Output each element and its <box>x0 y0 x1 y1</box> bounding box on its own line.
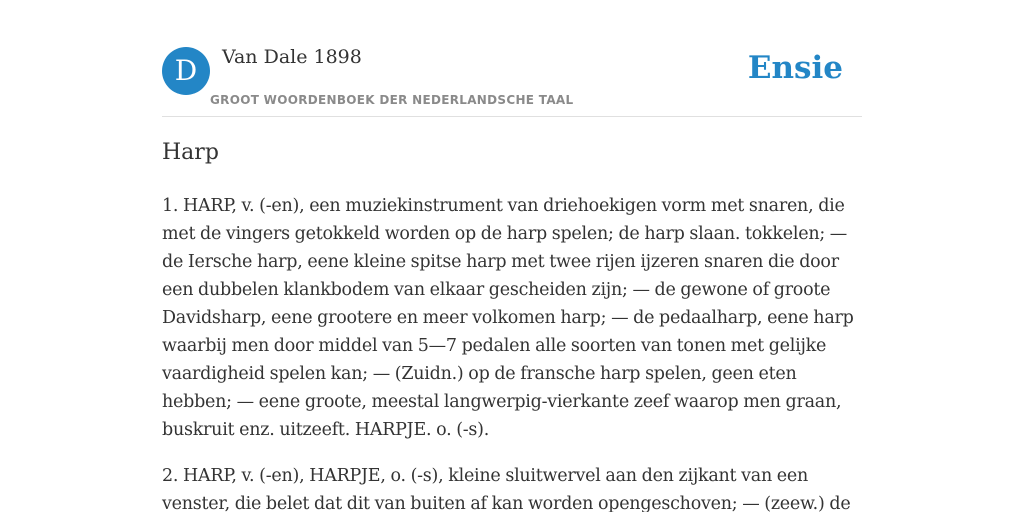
definition-2: 2. HARP, v. (-en), HARPJE, o. (-s), kleine sluitwervel aan den zijkant van een venster, die belet dat dit van buiten af kan worden opengeschoven; — (zeew.) de <box>162 466 851 512</box>
ensie-logo[interactable]: Ensie <box>747 50 843 86</box>
entry-content <box>162 192 862 512</box>
entry-headword: Harp <box>162 140 219 165</box>
source-title[interactable]: Van Dale 1898 <box>222 46 362 68</box>
source-subtitle: GROOT WOORDENBOEK DER NEDERLANDSCHE TAAL <box>210 93 574 107</box>
definition-1: 1. HARP, v. (-en), een muziekinstrument van driehoekigen vorm met snaren, die met de vingers getokkeld worden op de harp spelen; de harp slaan. tokkelen; — de Iersche harp, eene kleine spitse harp met twee rijen ijzeren snaren die door een dubbelen klankbodem van elkaar gescheiden zijn; — de gewone of groote Davidsharp, eene grootere en meer volkomen harp; — de pedaalharp, eene harp waarbij men door middel van 5—7 pedalen alle soorten van tonen met gelijke vaardigheid spelen kan; — (Zuidn.) op de fransche harp spelen, geen eten hebben; — eene groote, meestal langwerpig-vierkante zeef waarop men graan, buskruit enz. uitzeeft. HARPJE. o. (-s). <box>162 196 854 440</box>
source-logo[interactable]: D <box>162 47 210 95</box>
page-header <box>162 46 862 117</box>
